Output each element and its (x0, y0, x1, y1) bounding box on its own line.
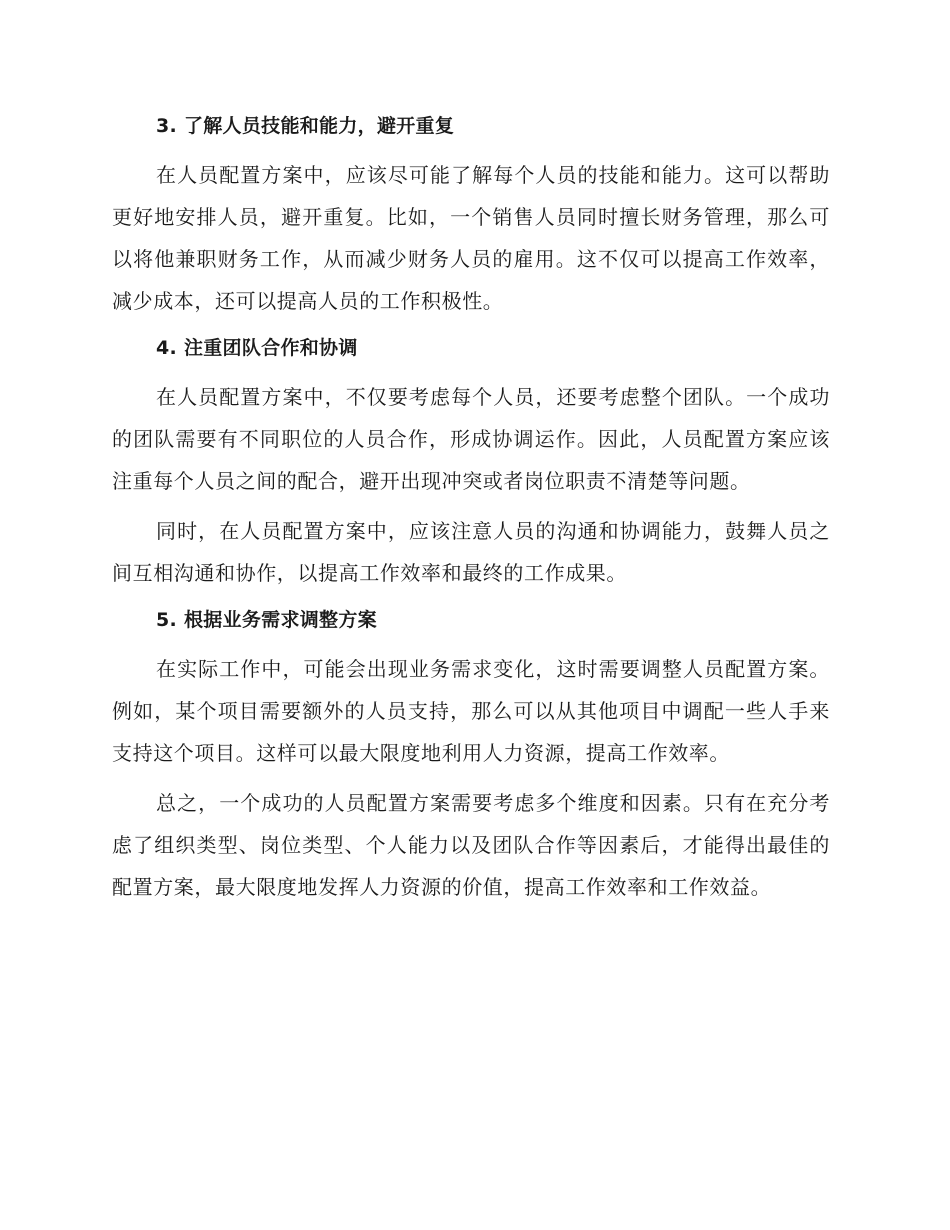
conclusion-paragraph: 总之，一个成功的人员配置方案需要考虑多个维度和因素。只有在充分考虑了组织类型、岗位类型、个人能力以及团队合作等因素后，才能得出最佳的配置方案，最大限度地发挥人力资源的价值，提高工作效率和工作效益。 (112, 791, 830, 899)
section-5-paragraph-1: 在实际工作中，可能会出现业务需求变化，这时需要调整人员配置方案。例如，某个项目需要额外的人员支持，那么可以从其他项目中调配一些人手来支持这个项目。这样可以最大限度地利用人力资源，提高工作效率。 (112, 657, 830, 765)
section-4-heading: 4. 注重团队合作和协调 (156, 337, 358, 359)
section-3-paragraph-1: 在人员配置方案中，应该尽可能了解每个人员的技能和能力。这可以帮助更好地安排人员，避开重复。比如，一个销售人员同时擅长财务管理，那么可以将他兼职财务工作，从而减少财务人员的雇用。这不仅可以提高工作效率，减少成本，还可以提高人员的工作积极性。 (112, 163, 830, 313)
section-5-heading: 5. 根据业务需求调整方案 (156, 609, 377, 631)
section-4-paragraph-2: 同时，在人员配置方案中，应该注意人员的沟通和协调能力，鼓舞人员之间互相沟通和协作，以提高工作效率和最终的工作成果。 (112, 519, 830, 585)
section-3-heading: 3. 了解人员技能和能力，避开重复 (156, 115, 455, 137)
document-body (112, 108, 830, 916)
section-4-paragraph-1: 在人员配置方案中，不仅要考虑每个人员，还要考虑整个团队。一个成功的团队需要有不同职位的人员合作，形成协调运作。因此，人员配置方案应该注重每个人员之间的配合，避开出现冲突或者岗位职责不清楚等问题。 (112, 385, 830, 493)
